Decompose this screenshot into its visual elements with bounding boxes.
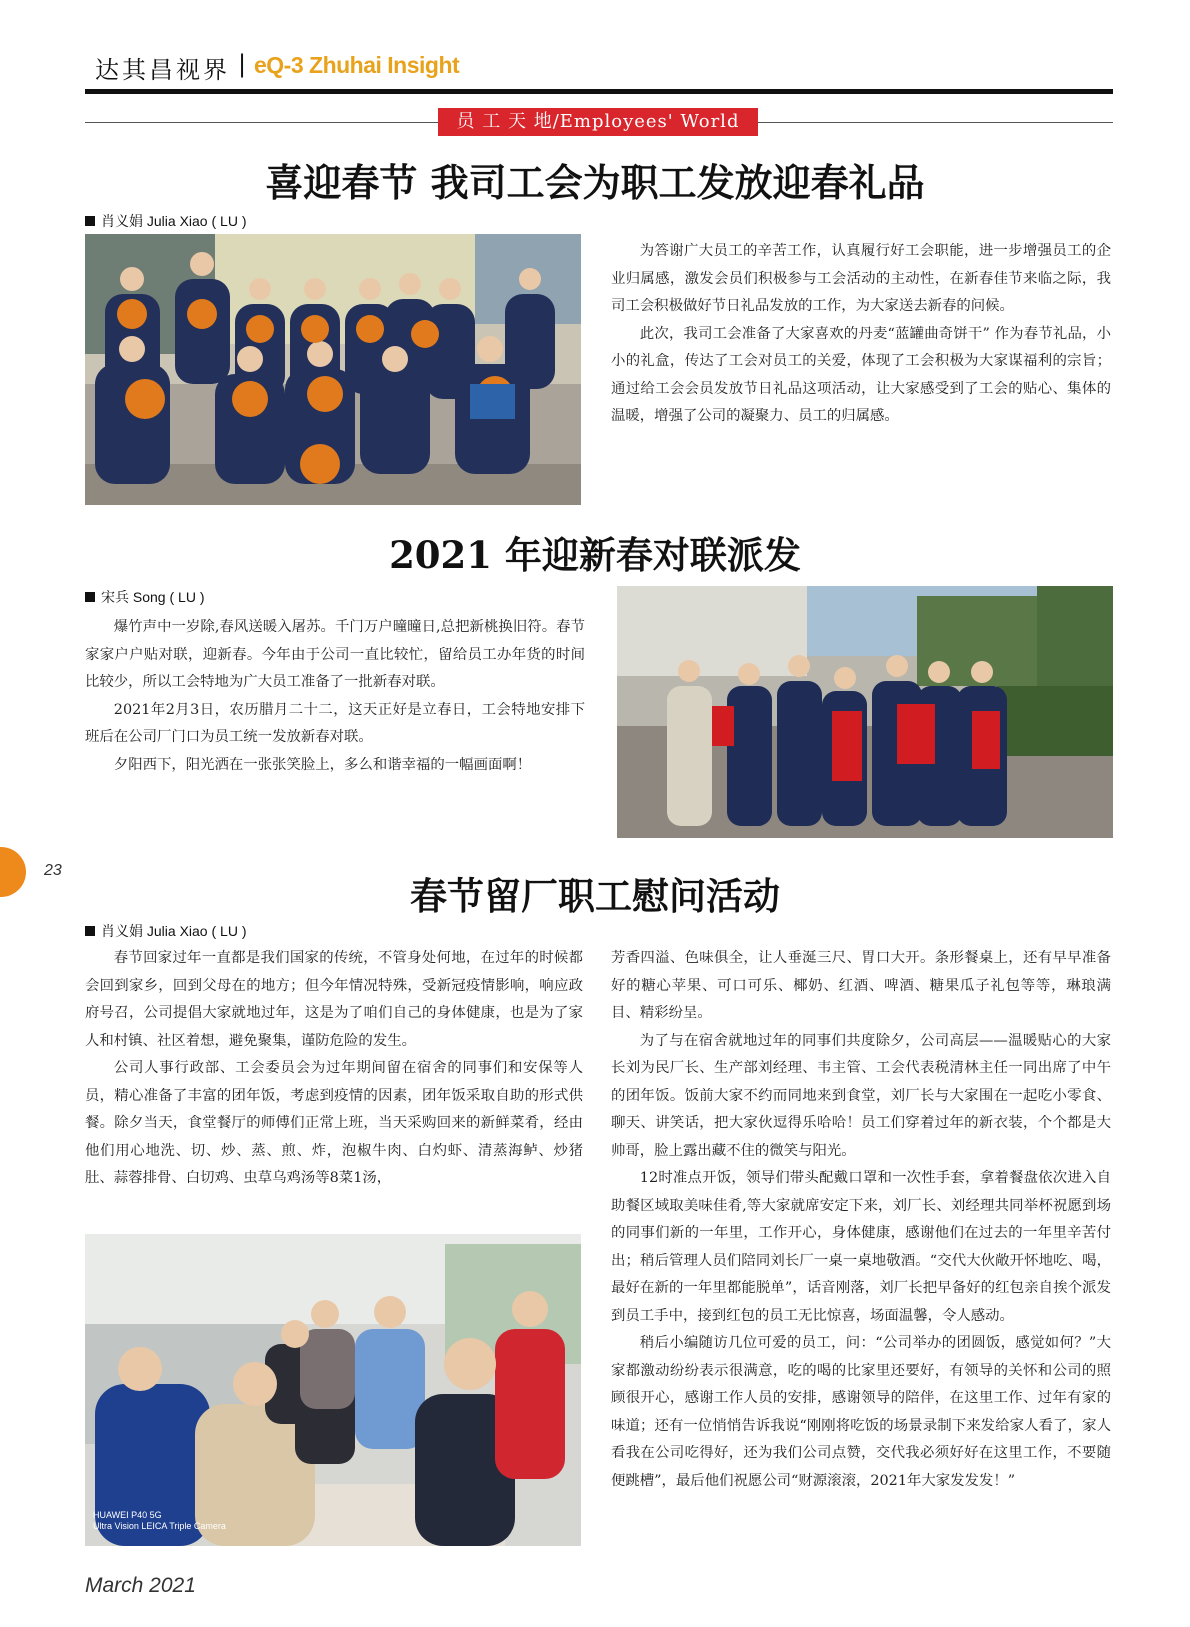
article2-author: 宋兵 Song ( LU ) bbox=[101, 589, 205, 605]
magazine-title-cn: 达其昌视界 bbox=[95, 56, 230, 84]
section-tab: 员 工 天 地/Employees' World bbox=[438, 108, 758, 136]
article3-body-right bbox=[611, 945, 1111, 1495]
article1-body bbox=[611, 238, 1111, 431]
article3-paragraph: 春节回家过年一直都是我们国家的传统，不管身处何地，在过年的时候都会回到家乡，回到父母在的地方；但今年情况特殊，受新冠疫情影响，响应政府号召，公司提倡大家就地过年，这是为了咱们自己的身体健康，也是为了家人和村镇、社区着想，避免聚集，谨防危险的发生。 bbox=[85, 950, 583, 1049]
article1-photo bbox=[85, 234, 581, 505]
article3-author: 肖义娟 Julia Xiao ( LU ) bbox=[101, 923, 247, 939]
magazine-title-en: eQ-3 Zhuhai Insight bbox=[254, 52, 460, 78]
article3-title: 春节留厂职工慰问活动 bbox=[410, 874, 780, 918]
article3-paragraph: 公司人事行政部、工会委员会为过年期间留在宿舍的同事们和安保等人员，精心准备了丰富的团年饭，考虑到疫情的因素，团年饭采取自助的形式供餐。除夕当天，食堂餐厅的师傅们正常上班，当天采购回来的新鲜菜肴，经由他们用心地洗、切、炒、蒸、煎、炸，泡椒牛肉、白灼虾、清蒸海鲈、炒猪肚、蒜蓉排骨、白切鸡、虫草乌鸡汤等8菜1汤， bbox=[85, 1060, 583, 1186]
article2-byline bbox=[85, 587, 204, 607]
article3-paragraph: 为了与在宿舍就地过年的同事们共度除夕，公司高层——温暖贴心的大家长刘为民厂长、生产部刘经理、韦主管、工会代表税清林主任一同出席了中午的团年饭。饭前大家不约而同地来到食堂，刘厂长与大家围在一起吃小零食、聊天、讲笑话，把大家伙逗得乐哈哈！员工们穿着过年的新衣装，个个都是大帅哥，脸上露出藏不住的微笑与阳光。 bbox=[611, 1032, 1111, 1159]
page-number: 23 bbox=[44, 862, 62, 879]
article3-paragraph: 稍后小编随访几位可爱的员工，问：“公司举办的团圆饭，感觉如何？”大家都激动纷纷表示很满意，吃的喝的比家里还要好，有领导的关怀和公司的照顾很开心，感谢工作人员的安排，感谢领导的陪伴，在这里工作、过年有家的味道；还有一位悄悄告诉我说“刚刚将吃饭的场景录制下来发给家人看了，家人看我在公司吃得好，还为我们公司点赞，交代我必须好好在这里工作，不要随便跳槽”，最后他们祝愿公司“财源滚滚，2021年大家发发发！” bbox=[611, 1335, 1111, 1489]
header-separator: | bbox=[238, 50, 247, 78]
article3-byline bbox=[85, 921, 246, 941]
article1-title: 喜迎春节 我司工会为职工发放迎春礼品 bbox=[265, 160, 925, 205]
article1-author: 肖义娟 Julia Xiao ( LU ) bbox=[101, 213, 247, 229]
article2-paragraph: 爆竹声中一岁除,春风送暖入屠苏。千门万户曈曈日,总把新桃换旧符。春节家家户户贴对联，迎新春。今年由于公司一直比较忙，留给员工办年货的时间比较少，所以工会特地为广大员工准备了一批新春对联。 bbox=[85, 619, 585, 690]
byline-square-icon bbox=[85, 592, 95, 602]
issue-date: March 2021 bbox=[85, 1574, 196, 1597]
byline-square-icon bbox=[85, 926, 95, 936]
article3-paragraph: 12时准点开饭，领导们带头配戴口罩和一次性手套，拿着餐盘依次进入自助餐区域取美味佳肴,等大家就席安定下来，刘厂长、刘经理共同举杯祝愿到场的同事们新的一年里，工作开心，身体健康，感谢他们在过去的一年里辛苦付出；稍后管理人员们陪同刘长厂一桌一桌地敬酒。“交代大伙敞开怀地吃、喝，最好在新的一年里都能脱单”，话音刚落，刘厂长把早备好的红包亲自挨个派发到员工手中，接到红包的员工无比惊喜，场面温馨，令人感动。 bbox=[611, 1170, 1111, 1324]
article1-paragraph: 此次，我司工会准备了大家喜欢的丹麦“蓝罐曲奇饼干” 作为春节礼品，小小的礼盒，传达了工会对员工的关爱，体现了工会积极为大家谋福利的宗旨；通过给工会会员发放节日礼品这项活动，让大家感受到了工会的贴心、集体的温暖，增强了公司的凝聚力、员工的归属感。 bbox=[611, 325, 1111, 424]
article1-paragraph: 为答谢广大员工的辛苦工作，认真履行好工会职能，进一步增强员工的企业归属感，激发会员们积极参与工会活动的主动性，在新春佳节来临之际，我司工会积极做好节日礼品发放的工作，为大家送去新春的问候。 bbox=[611, 243, 1111, 314]
article2-paragraph: 2021年2月3日，农历腊月二十二，这天正好是立春日，工会特地安排下班后在公司厂门口为员工统一发放新春对联。 bbox=[85, 701, 585, 745]
header-rule bbox=[85, 89, 1113, 94]
article3-body-left bbox=[85, 945, 583, 1193]
article2-paragraph: 夕阳西下，阳光洒在一张张笑脸上，多么和谐幸福的一幅画面啊！ bbox=[113, 756, 532, 773]
article2-photo bbox=[617, 586, 1113, 838]
article2-title: 2021 年迎新春对联派发 bbox=[389, 533, 801, 577]
photo-watermark: HUAWEI P40 5G Ultra Vision LEICA Triple Camera bbox=[93, 1510, 226, 1531]
byline-square-icon bbox=[85, 216, 95, 226]
article2-body bbox=[85, 614, 585, 779]
article1-byline bbox=[85, 211, 246, 231]
article3-paragraph: 芳香四溢、色味俱全，让人垂涎三尺、胃口大开。条形餐桌上，还有早早准备好的糖心苹果、可口可乐、椰奶、红酒、啤酒、糖果瓜子礼包等等，琳琅满目、精彩纷呈。 bbox=[611, 950, 1111, 1021]
article3-photo bbox=[85, 1234, 581, 1546]
